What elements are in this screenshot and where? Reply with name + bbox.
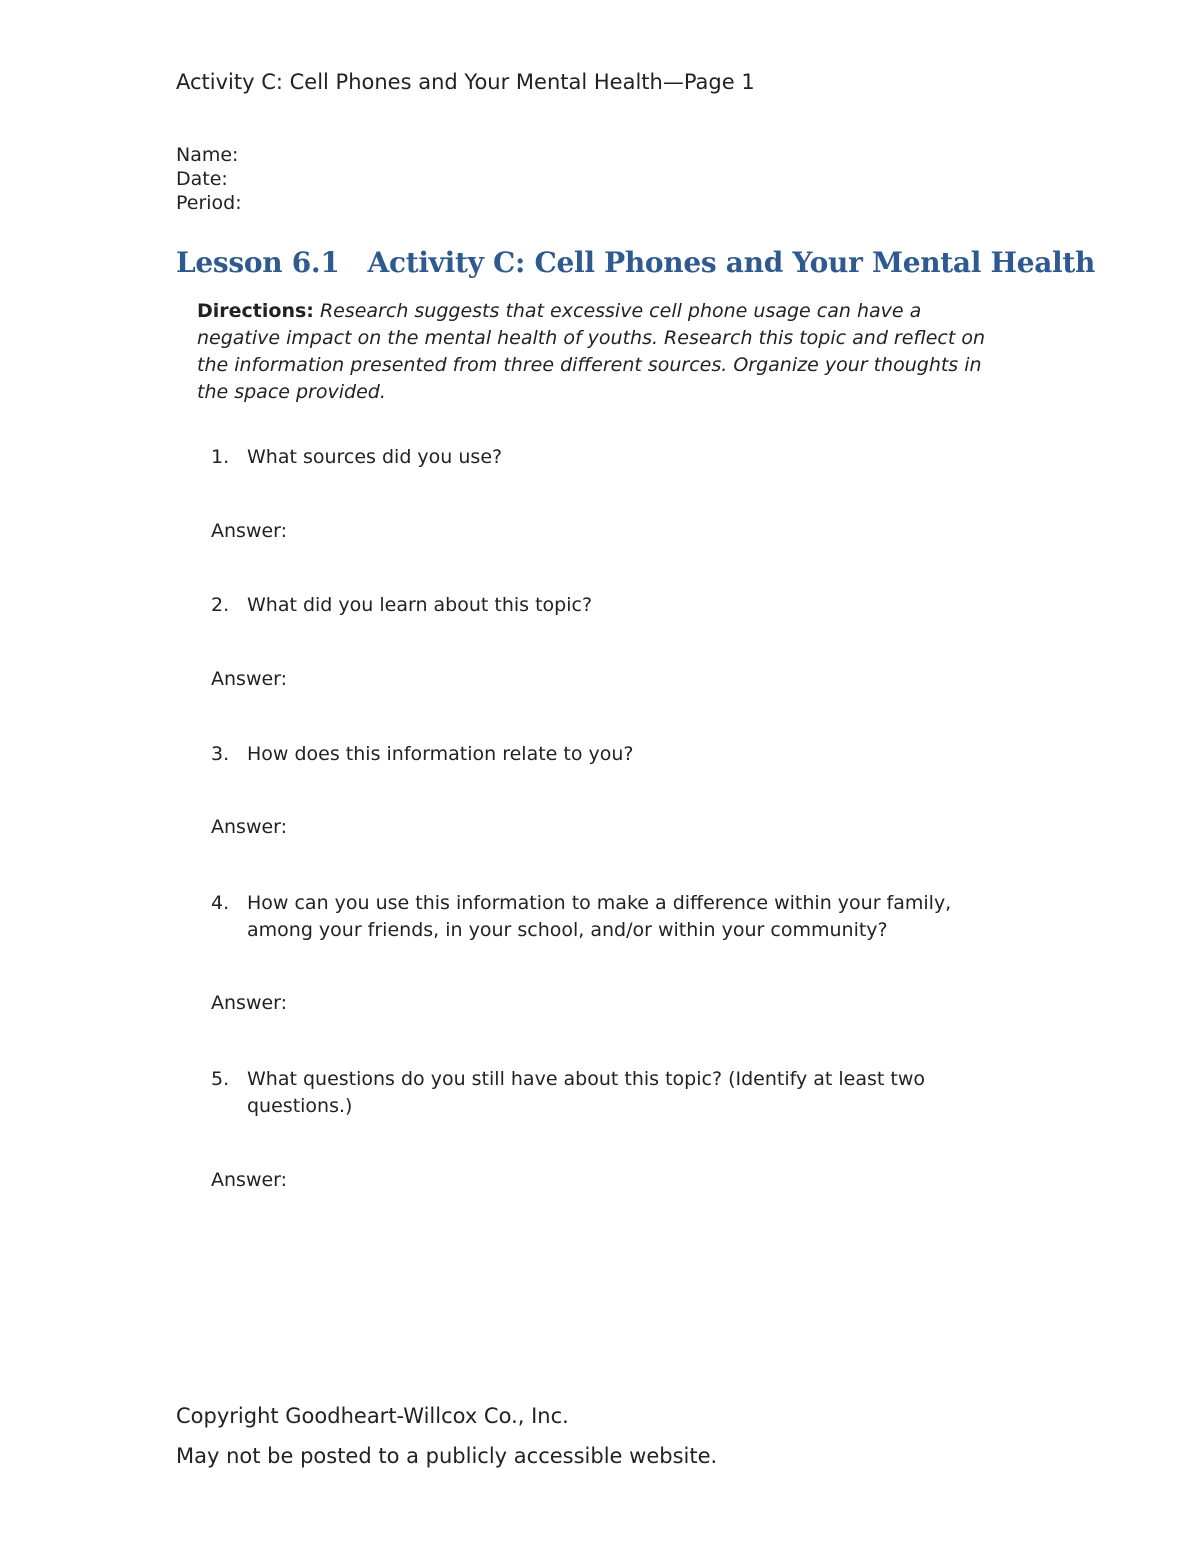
question-number: 5. <box>211 1068 230 1090</box>
name-label: Name: <box>176 144 239 166</box>
answer-label-5: Answer: <box>211 1169 288 1191</box>
copyright-notice: Copyright Goodheart-Willcox Co., Inc. <box>176 1404 569 1428</box>
question-2 <box>211 592 991 619</box>
question-text: What questions do you still have about this topic? (Identify at least two questions.) <box>247 1068 926 1117</box>
page-header: Activity C: Cell Phones and Your Mental Health—Page 1 <box>176 70 755 94</box>
lesson-number: Lesson 6.1 <box>176 246 340 279</box>
directions <box>197 298 997 406</box>
date-label: Date: <box>176 168 228 190</box>
question-number: 2. <box>211 594 230 616</box>
question-text: What sources did you use? <box>247 446 503 468</box>
question-number: 4. <box>211 892 230 914</box>
directions-text: Research suggests that excessive cell phone usage can have a negative impact on the mental health of youths. Research this topic and reflect on the information presented from three different sources. Organize your thoughts in the space provided. <box>197 300 985 403</box>
answer-label-3: Answer: <box>211 816 288 838</box>
lesson-heading <box>176 246 1095 279</box>
question-text: How can you use this information to make a difference within your family, among your friends, in your school, and/or within your community? <box>247 892 952 941</box>
question-5 <box>211 1066 991 1120</box>
lesson-title: Activity C: Cell Phones and Your Mental Health <box>367 246 1096 279</box>
answer-label-1: Answer: <box>211 520 288 542</box>
question-number: 1. <box>211 446 230 468</box>
directions-label: Directions: <box>197 300 314 322</box>
question-1 <box>211 444 991 471</box>
period-label: Period: <box>176 192 242 214</box>
answer-label-2: Answer: <box>211 668 288 690</box>
question-number: 3. <box>211 743 230 765</box>
answer-label-4: Answer: <box>211 992 288 1014</box>
student-info <box>176 143 242 215</box>
question-text: What did you learn about this topic? <box>247 594 593 616</box>
question-text: How does this information relate to you? <box>247 743 634 765</box>
posting-notice: May not be posted to a publicly accessible website. <box>176 1444 718 1468</box>
question-3 <box>211 741 991 768</box>
question-4 <box>211 890 991 944</box>
